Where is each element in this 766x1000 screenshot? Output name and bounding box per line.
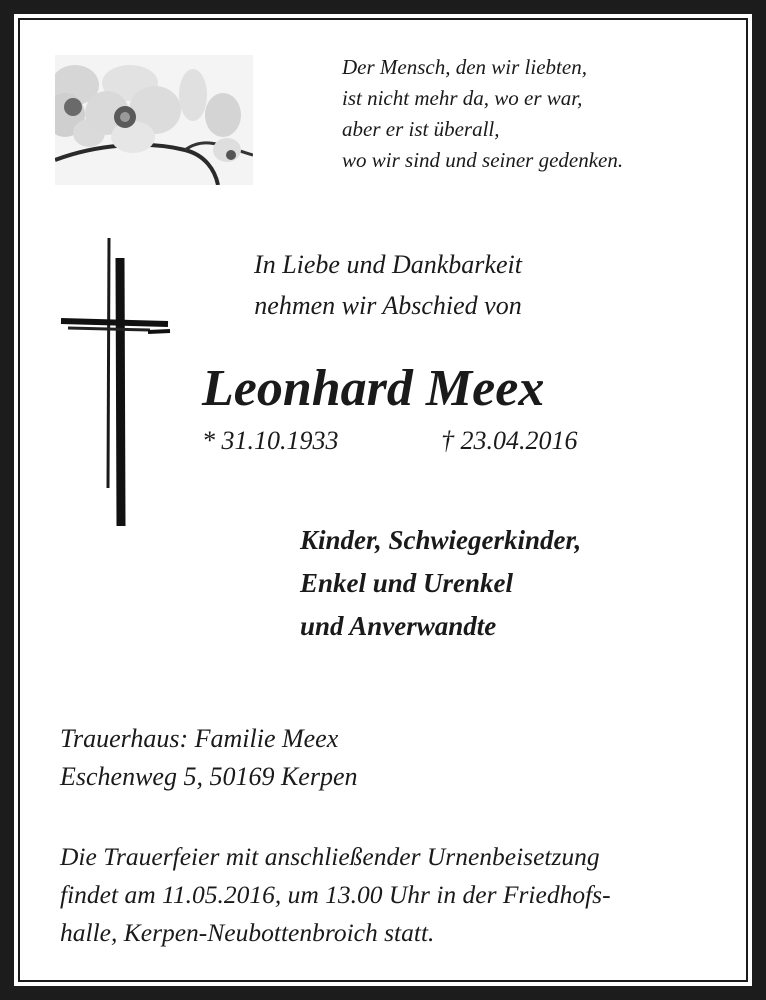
service-line: halle, Kerpen-Neubottenbroich statt. bbox=[60, 918, 435, 947]
service-line: findet am 11.05.2016, um 13.00 Uhr in der Friedhofs- bbox=[60, 880, 611, 909]
deceased-name: Leonhard Meex bbox=[202, 360, 545, 417]
service-line: Die Trauerfeier mit anschließender Urnenbeisetzung bbox=[60, 842, 600, 871]
intro-line: nehmen wir Abschied von bbox=[254, 291, 522, 320]
birth-date: * 31.10.1933 bbox=[202, 426, 339, 455]
mourning-house bbox=[60, 720, 358, 796]
orchid-flower-icon bbox=[55, 55, 253, 185]
house-line: Trauerhaus: Familie Meex bbox=[60, 724, 339, 753]
mourners-line: Enkel und Urenkel bbox=[300, 568, 514, 598]
cross-icon bbox=[58, 236, 173, 528]
intro-text bbox=[170, 244, 606, 326]
mourners-line: Kinder, Schwiegerkinder, bbox=[300, 525, 582, 555]
house-address: Eschenweg 5, 50169 Kerpen bbox=[60, 762, 358, 791]
death-date: † 23.04.2016 bbox=[441, 426, 578, 455]
motto-verse bbox=[342, 52, 623, 176]
motto-line: Der Mensch, den wir liebten, bbox=[342, 55, 587, 79]
intro-line: In Liebe und Dankbarkeit bbox=[254, 250, 522, 279]
mourners-list bbox=[300, 519, 581, 648]
funeral-service-info bbox=[60, 838, 611, 952]
motto-line: aber er ist überall, bbox=[342, 117, 500, 141]
motto-line: wo wir sind und seiner gedenken. bbox=[342, 148, 624, 172]
mourners-line: und Anverwandte bbox=[300, 611, 497, 641]
motto-line: ist nicht mehr da, wo er war, bbox=[342, 86, 583, 110]
